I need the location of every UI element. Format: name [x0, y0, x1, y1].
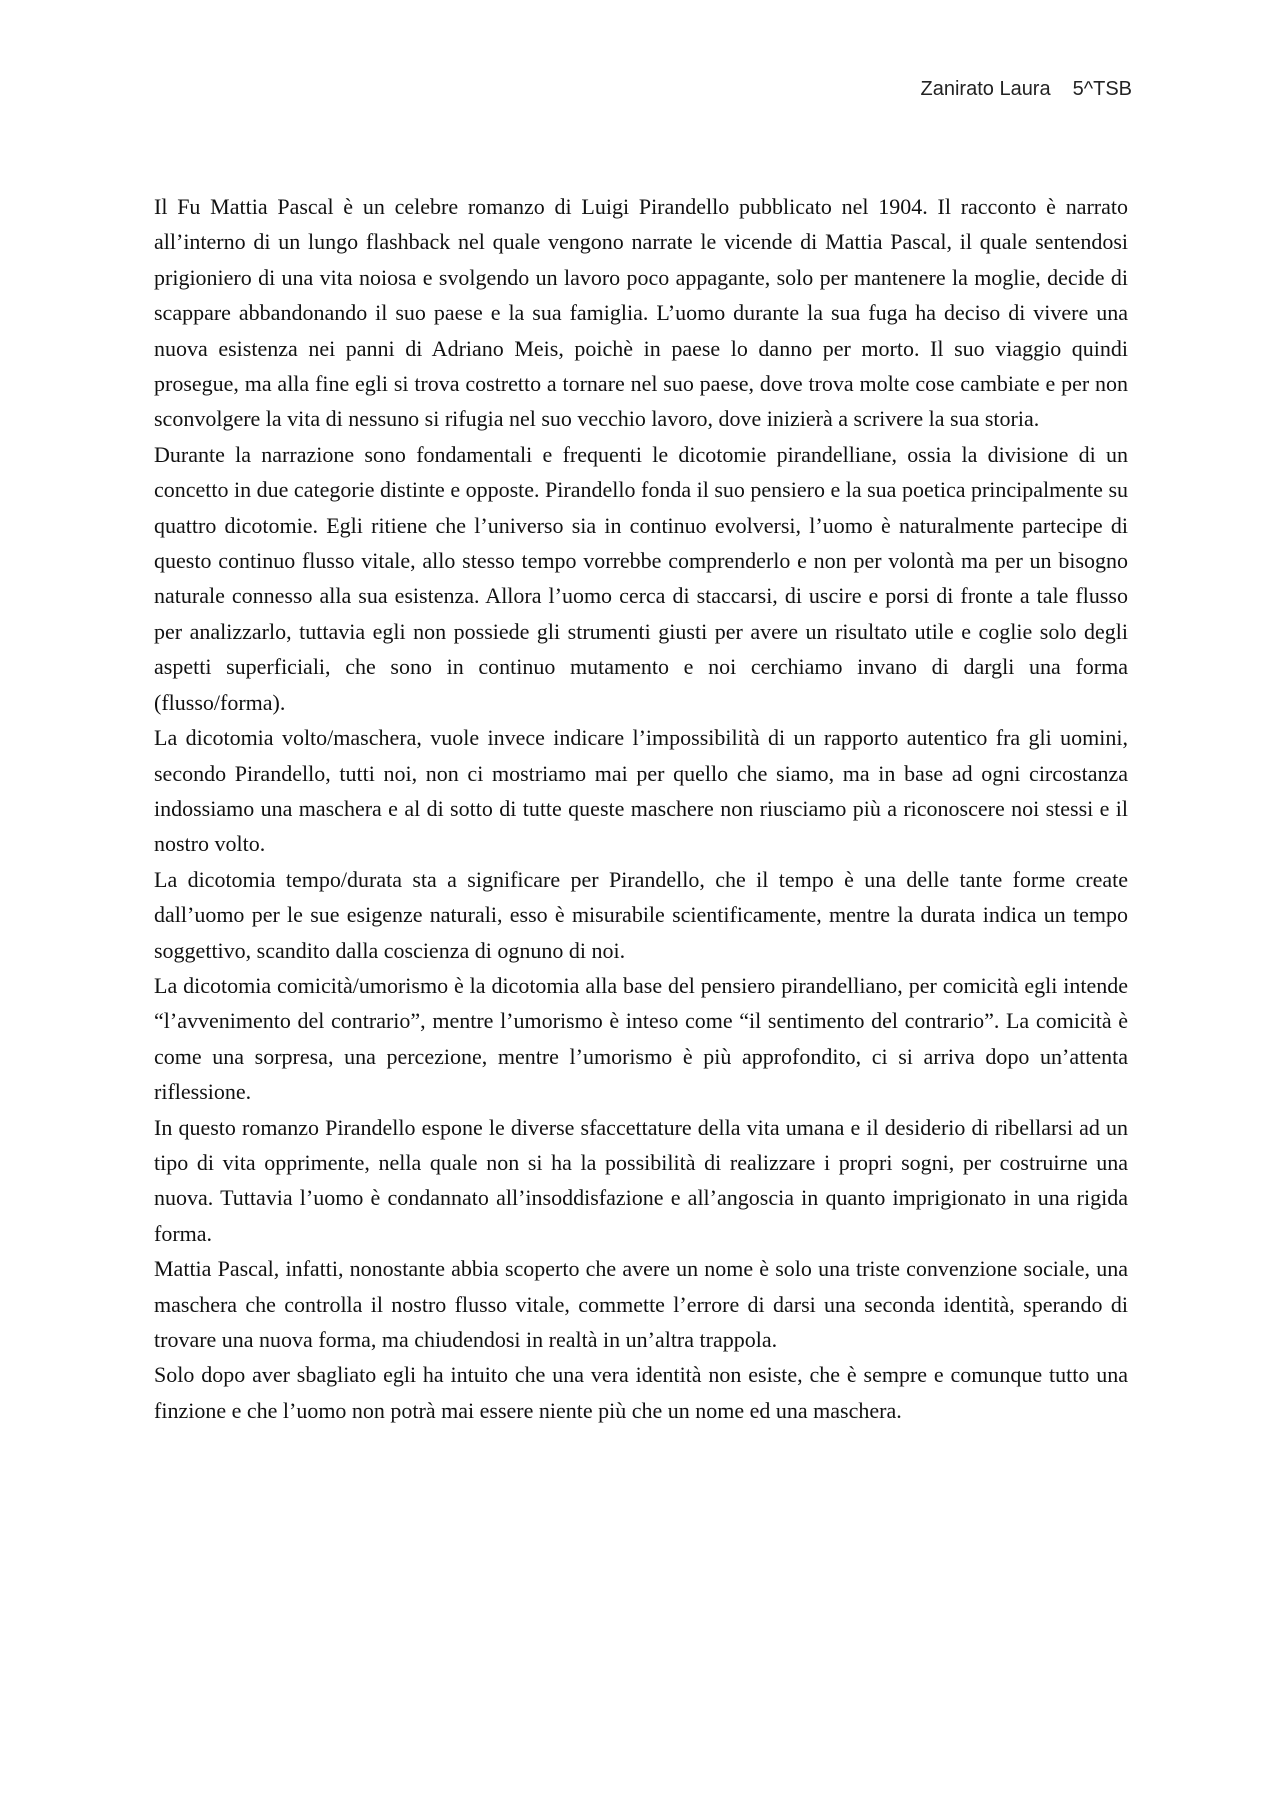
document-body [154, 189, 1128, 1428]
paragraph-comedy-humor: La dicotomia comicità/umorismo è la dicotomia alla base del pensiero pirandelliano, per comicità egli intende “l’avvenimento del contrario”, mentre l’umorismo è inteso come “il sentimento del contrario”. La comicità è come una sorpresa, una percezione, mentre l’umorismo è più approfondito, ci si arriva dopo un’attenta riflessione. [154, 972, 1128, 1105]
author-name: Zanirato Laura [920, 78, 1051, 100]
paragraph-dichotomies: Durante la narrazione sono fondamentali e frequenti le dicotomie pirandelliane, ossia la divisione di un concetto in due categorie distinte e opposte. Pirandello fonda il suo pensiero e la sua poetica principalmente su quattro dicotomie. Egli ritiene che l’universo sia in continuo evolversi, l’uomo è naturalmente partecipe di questo continuo flusso vitale, allo stesso tempo vorrebbe comprenderlo e non per volontà ma per un bisogno naturale connesso alla sua esistenza. Allora l’uomo cerca di staccarsi, di uscire e porsi di fronte a tale flusso per analizzarlo, tuttavia egli non possiede gli strumenti giusti per avere un risultato utile e coglie solo degli aspetti superficiali, che sono in continuo mutamento e noi cerchiamo invano di dargli una forma (flusso/forma). [154, 441, 1128, 715]
paragraph-intro: Il Fu Mattia Pascal è un celebre romanzo di Luigi Pirandello pubblicato nel 1904. Il racconto è narrato all’interno di un lungo flashback nel quale vengono narrate le vicende di Mattia Pascal, il quale sentendosi prigioniero di una vita noiosa e svolgendo un lavoro poco appagante, solo per mantenere la moglie, decide di scappare abbandonando il suo paese e la sua famiglia. L’uomo durante la sua fuga ha deciso di vivere una nuova esistenza nei panni di Adriano Meis, poichè in paese lo danno per morto. Il suo viaggio quindi prosegue, ma alla fine egli si trova costretto a tornare nel suo paese, dove trova molte cose cambiate e per non sconvolgere la vita di nessuno si rifugia nel suo vecchio lavoro, dove inizierà a scrivere la sua storia. [154, 194, 1128, 432]
paragraph-mattia-identity: Mattia Pascal, infatti, nonostante abbia scoperto che avere un nome è solo una triste convenzione sociale, una maschera che controlla il nostro flusso vitale, commette l’errore di darsi una seconda identità, sperando di trovare una nuova forma, ma chiudendosi in realtà in un’altra trappola. [154, 1256, 1128, 1352]
page-header [921, 78, 1132, 101]
paragraph-face-mask: La dicotomia volto/maschera, vuole invece indicare l’impossibilità di un rapporto autentico fra gli uomini, secondo Pirandello, tutti noi, non ci mostriamo mai per quello che siamo, ma in base ad ogni circostanza indossiamo una maschera e al di sotto di tutte queste maschere non riusciamo più a riconoscere noi stessi e il nostro volto. [154, 725, 1128, 857]
paragraph-novel-themes: In questo romanzo Pirandello espone le diverse sfaccettature della vita umana e il desiderio di ribellarsi ad un tipo di vita opprimente, nella quale non si ha la possibilità di realizzare i propri sogni, per costruirne una nuova. Tuttavia l’uomo è condannato all’insoddisfazione e all’angoscia in quanto imprigionato in una rigida forma. [154, 1114, 1128, 1246]
class-label: 5^TSB [1072, 78, 1132, 100]
paragraph-time-duration: La dicotomia tempo/durata sta a significare per Pirandello, che il tempo è una delle tante forme create dall’uomo per le sue esigenze naturali, esso è misurabile scientificamente, mentre la durata indica un tempo soggettivo, scandito dalla coscienza di ognuno di noi. [154, 866, 1128, 963]
paragraph-conclusion: Solo dopo aver sbagliato egli ha intuito che una vera identità non esiste, che è sempre e comunque tutto una finzione e che l’uomo non potrà mai essere niente più che un nome ed una maschera. [154, 1362, 1128, 1423]
